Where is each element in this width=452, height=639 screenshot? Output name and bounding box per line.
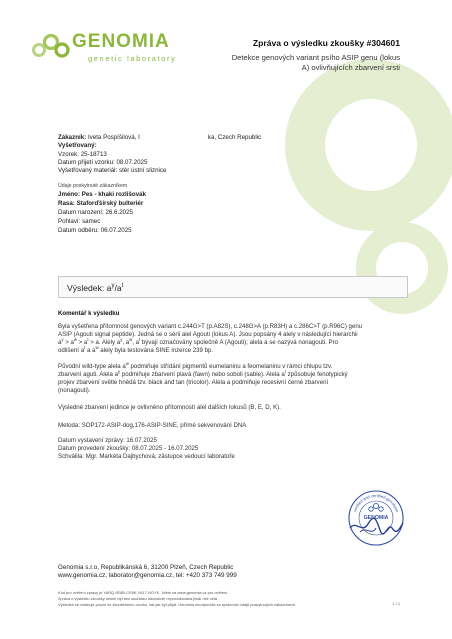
birth-date: Datum narození: 26.6.2025: [58, 209, 133, 216]
report-subtitle: Detekce genových variant psího ASIP genu (lokus A) ovlivňujících zbarvení srsti: [231, 53, 400, 72]
reproduction-note: Zpráva o výsledku zkoušky nesmí být bez souhlasu laboratoře reprodukována jinak než celá.: [58, 596, 219, 601]
para2-line2: zbarvení aguti. Alela $a^y$ podmiňuje zbarvení plavá (fawn) nebo soboli (sable). Alela $a^t$ způsobuje fenotypický: [58, 368, 348, 378]
result-text: [67, 283, 123, 293]
issued-date: Datum vystavení zprávy: 16.07.2025: [58, 437, 157, 444]
footer-contacts: www.genomia.cz, laborator@genomia.cz, tel: +420 373 749 999: [58, 572, 237, 579]
para1-line4: odlišení $a^t$ a $a^w$ alely byla testována SINE inzerce 239 bp.: [58, 344, 214, 354]
customer-data-caption: Údaje poskytnuté zákazníkem: [58, 183, 128, 189]
method-line: Metoda: SOP172-ASIP-dog,176-ASIP-SINE, přímé sekvenování DNA: [58, 422, 247, 429]
genomia-logo-icon: [31, 30, 71, 62]
report-title: Zpráva o výsledku zkoušky #304601: [252, 38, 400, 48]
customer-label: Zákazník:: [58, 134, 87, 141]
collection-date: Datum odběru: 06.07.2025: [58, 227, 132, 234]
logo-tagline: genetic laboratory: [88, 54, 177, 63]
material-line: Vyšetřovaný materiál: stěr ústní sliznice: [58, 167, 167, 174]
footer-address: Genomia s.r.o, Republikánská 6, 31200 Plzeň, Czech Republic: [58, 564, 234, 571]
comment-paragraph-3: Výsledné zbarvení jedince je ovlivněno přítomností alel dalších lokusů (B, E, D, K).: [58, 404, 281, 411]
comment-heading: Komentář k výsledku: [58, 310, 120, 317]
para2-line3: projev zbarvení světle hnědá tzv. black and tan (tricolor). Alela a podmiňuje recesivní černé zbarvení: [58, 379, 329, 386]
animal-breed: Rasa: Staforďšírský bulteriér: [58, 200, 144, 207]
liability-note: Výsledek se vztahuje pouze ke zkoušenému vzorku, tak jak byl přijat. Genomia neodpovídá za správnost údajů poskytnutých zákazníkem.: [58, 602, 296, 607]
stamp-top-text: verified and certified genotype: [352, 492, 400, 513]
para2-line1: Původní wild-type alela $a^w$ podmiňuje střídání pigmentů eumelaninu a feomelaninu v rámci chlupu tzv.: [58, 360, 333, 370]
comment-paragraph-2: [58, 360, 403, 395]
approved-by: Schválila: Mgr. Markéta Dajbychová, zástupce vedoucí laboratoře: [58, 453, 235, 460]
result-genotype: $a^y/a^t$: [106, 283, 124, 293]
animal-name: Jméno: Pes - khaki rozlišovák: [58, 191, 147, 198]
customer-name-end: ka, Czech Republic: [207, 134, 262, 141]
received-line: Datum přijetí vzorku: 08.07.2025: [58, 159, 148, 166]
customer-line: [58, 134, 261, 142]
para1-line3: $a^y > a^w > a^t > a$. Alely $a^y$, $a^w$, $a^t$ bývají označovány společně A (Agouti); alela a se nazývá nonagouti. Pro: [58, 336, 339, 346]
sex: Pohlaví: samec: [58, 218, 101, 225]
verification-note: Kód pro ověření zprávy je YARQ-9E8B-CE6K-YA17-NOYK. Jděte na www.genomia.cz pro ověření.: [58, 590, 229, 595]
comment-paragraph-1: Byla vyšetřena přítomnost genových variant c.244G>T (p.A82S), c.248G>A (p.R83H) a c.286C>T (p.R96C) genu ASIP (Agouti signal peptide). Jedná se o sérii alel Agouti (lokus A). Jsou popsány 4 alely v následující hierarchii $a^y > a^w > a^t > a$. Alely $a^y$, $a^w$, $a^t$ bývají označovány společně A (Agouti); alela a se nazývá nonagouti. Pro odlišení $a^t$ a $a^w$ alely byla testována SINE inzerce 239 bp.: [58, 323, 403, 355]
logo-name: GENOMIA: [72, 31, 170, 52]
result-label: Výsledek:: [67, 283, 105, 293]
result-box: [58, 276, 408, 298]
performed-date: Datum provedení zkoušky: 08.07.2025 - 16.07.2025: [58, 445, 199, 452]
certification-stamp: [346, 488, 406, 548]
sample-line: Vzorek: 25-18713: [58, 151, 107, 158]
redaction-box: [140, 134, 208, 140]
para2-line4: (nonagouti).: [58, 387, 91, 394]
page-number: 1 / 1: [392, 601, 400, 606]
customer-name-start: Iveta Pospíšilová, I: [87, 134, 140, 141]
stamp-brand: GENOMIA: [363, 515, 389, 521]
examined-label: Vyšetřovaný:: [58, 142, 97, 149]
signature: [350, 518, 403, 534]
deco-ring-large: [305, 79, 437, 211]
